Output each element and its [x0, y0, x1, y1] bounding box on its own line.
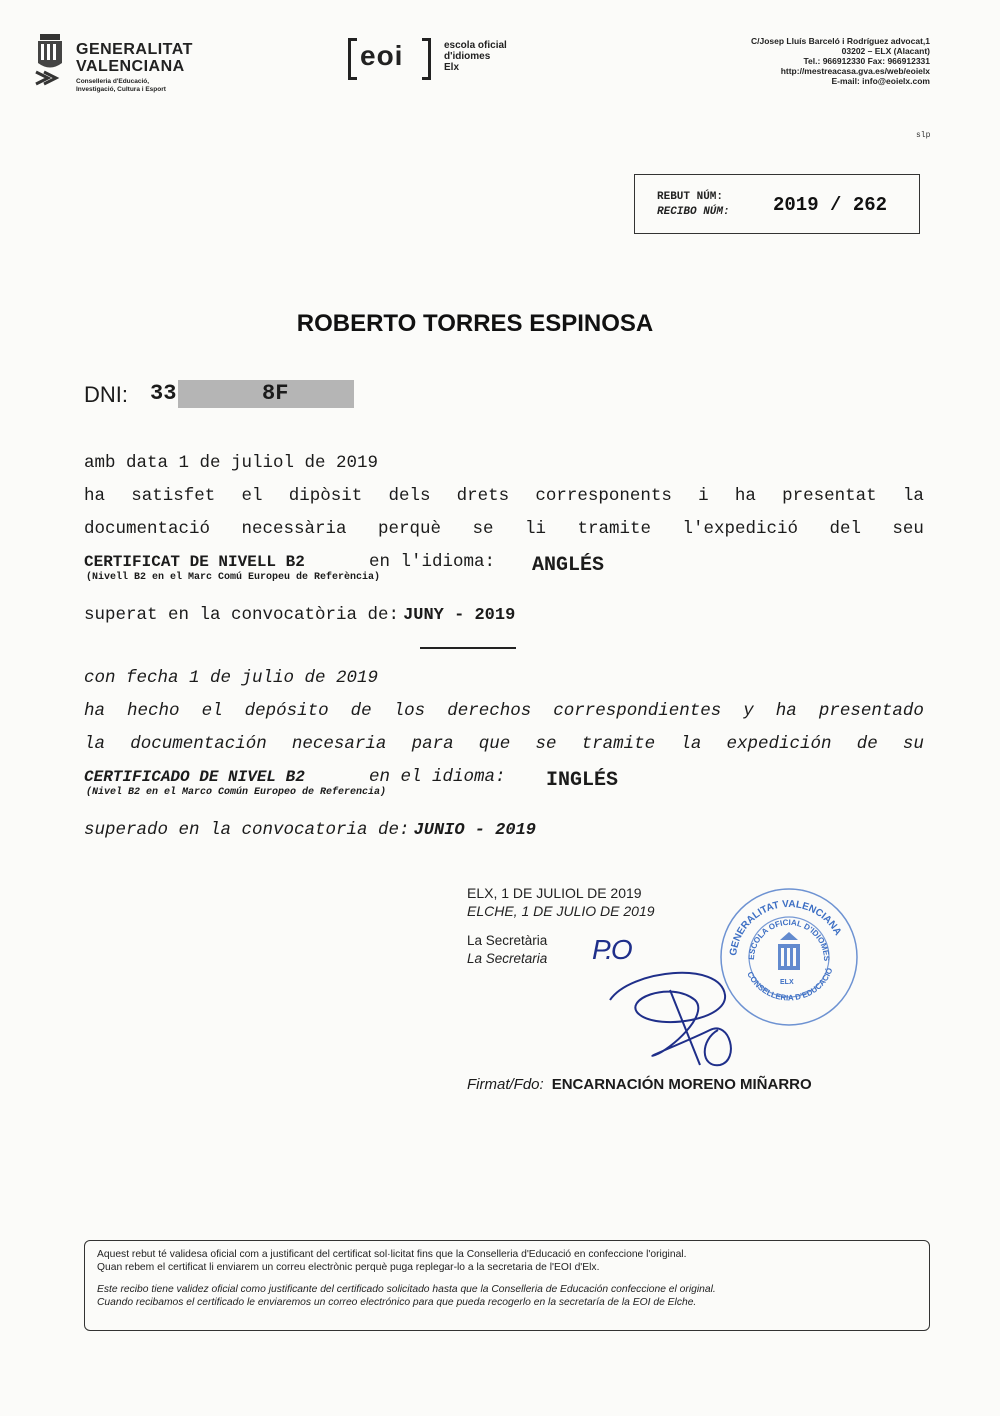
va-line3-word: seu — [892, 519, 924, 539]
es-line3-word: necesaria — [291, 734, 387, 754]
va-conv-label: superat en la convocatòria de: — [84, 605, 400, 625]
po-handwritten: P.O — [592, 934, 631, 965]
dni-end: 8F — [262, 381, 289, 406]
es-line3-word: la — [680, 734, 702, 754]
va-line2-word: drets — [456, 486, 510, 506]
va-language: ANGLÉS — [532, 554, 605, 577]
note-va-2: Quan rebem el certificat li enviarem un correu electrònic perquè puga replegar-lo a la secretaria de l'EOI d'Elx. — [97, 1261, 600, 1273]
es-language: INGLÉS — [546, 769, 619, 792]
es-line2-word: de — [350, 701, 372, 721]
es-line2-word: los — [393, 701, 426, 721]
es-conv-value: JUNIO - 2019 — [413, 821, 536, 840]
va-line2-word: el — [241, 486, 263, 506]
es-line3-word: documentación — [130, 734, 267, 754]
es-convocation-line — [84, 820, 536, 840]
va-line2-word: i — [698, 486, 709, 506]
va-line2-word: ha — [84, 486, 106, 506]
es-line2-word: hecho — [127, 701, 180, 721]
es-line3-word: para — [411, 734, 454, 754]
signed-label: Firmat/Fdo: — [467, 1076, 544, 1093]
va-cert-sub: (Nivell B2 en el Marc Comú Europeu de Referència) — [86, 572, 381, 583]
es-line2-word: derechos — [447, 701, 532, 721]
address-web: http://mestreacasa.gva.es/web/eoielx — [780, 66, 930, 76]
reference-code: slp — [916, 131, 931, 140]
stamp-outer-text: GENERALITAT VALENCIANA — [728, 898, 844, 957]
es-justified-line-2 — [84, 701, 924, 721]
gva-line1: GENERALITAT — [76, 41, 193, 58]
place-date-va: ELX, 1 DE JULIOL DE 2019 — [467, 885, 642, 901]
section-divider — [420, 647, 516, 649]
role-es: La Secretaria — [467, 951, 548, 966]
va-line2-word: satisfet — [131, 486, 216, 506]
eoi-logo — [348, 36, 558, 82]
eoi-bracket-mark — [348, 36, 438, 78]
es-line2-word: ha — [84, 701, 106, 721]
role-va: La Secretària — [467, 933, 548, 948]
gva-emblem-icon — [34, 32, 68, 88]
validity-note-box — [84, 1240, 930, 1331]
va-line3-word: del — [829, 519, 861, 539]
address-phone: Tel.: 966912330 Fax: 966912331 — [803, 56, 930, 66]
va-line2-word: dipòsit — [288, 486, 363, 506]
place-date-es: ELCHE, 1 DE JULIO DE 2019 — [467, 903, 655, 919]
receipt-number-box — [634, 174, 920, 234]
es-conv-label: superado en la convocatoria de: — [84, 820, 410, 840]
es-line3-word: se — [535, 734, 557, 754]
va-justified-line-2 — [84, 486, 924, 506]
dni-label: DNI: — [84, 382, 128, 407]
receipt-label-es: RECIBO NÚM: — [657, 206, 730, 218]
note-es-2: Cuando recibamos el certificado le enviaremos un correo electrónico para que pueda recogerlo en la secretaría de la EOI de Elche. — [97, 1296, 697, 1308]
address-street: C/Josep Lluís Barceló i Rodríguez advocat,1 — [750, 36, 930, 46]
va-cert-in: en l'idioma: — [369, 552, 496, 572]
gva-line2: VALENCIANA — [76, 58, 185, 75]
dni-start: 33 — [150, 381, 177, 406]
eoi-line1: escola oficial — [444, 40, 507, 51]
es-line2-word: el — [201, 701, 223, 721]
address-email: E-mail: info@eoielx.com — [831, 76, 930, 86]
gva-sub1: Conselleria d'Educació, — [76, 78, 150, 85]
gva-logo — [34, 32, 234, 102]
es-line3-word: que — [478, 734, 511, 754]
es-line3-word: la — [84, 734, 106, 754]
official-stamp — [714, 882, 864, 1032]
signer-line — [467, 1076, 812, 1094]
es-line3-word: expedición — [726, 734, 832, 754]
address-city: 03202 – ELX (Alacant) — [841, 46, 930, 56]
va-line3-word: documentació — [84, 519, 211, 539]
va-line3-word: l'expedició — [682, 519, 798, 539]
note-es-1: Este recibo tiene validez oficial como justificante del certificado solicitado hasta que la Conselleria de Educación confeccione el original. — [97, 1284, 716, 1295]
va-date-line: amb data 1 de juliol de 2019 — [84, 453, 379, 473]
es-cert-in: en el idioma: — [369, 767, 506, 787]
es-line2-word: depósito — [244, 701, 329, 721]
stamp-inner-text: ESCOLA OFICIAL D'IDIOMES — [746, 917, 832, 962]
note-va-1: Aquest rebut té validesa oficial com a justificant del certificat sol·licitat fins que la Conselleria d'Educació en confeccione l'original. — [97, 1249, 687, 1260]
es-line2-word: correspondientes — [553, 701, 722, 721]
eoi-line2: d'idiomes — [444, 51, 491, 62]
stamp-city-text: ELX — [780, 979, 794, 986]
es-justified-line-3 — [84, 734, 924, 754]
receipt-number: 2019 / 262 — [773, 194, 888, 216]
eoi-line3: Elx — [444, 62, 460, 73]
va-line3-word: se — [472, 519, 494, 539]
va-certificate-line — [84, 553, 784, 589]
stamp-seal-icon — [714, 882, 864, 1032]
va-conv-value: JUNY - 2019 — [403, 606, 516, 625]
va-line2-word: corresponents — [535, 486, 672, 506]
va-line2-word: presentat — [782, 486, 877, 506]
va-line3-word: necessària — [241, 519, 347, 539]
va-line2-word: la — [902, 486, 924, 506]
va-line3-word: li — [524, 519, 546, 539]
student-name: ROBERTO TORRES ESPINOSA — [296, 310, 654, 337]
es-line3-word: su — [902, 734, 924, 754]
signer-name: ENCARNACIÓN MORENO MIÑARRO — [551, 1076, 812, 1093]
stamp-lower-text: CONSELLERIA D'EDUCACIÓ — [745, 966, 835, 1003]
es-line3-word: de — [856, 734, 878, 754]
eoi-logo-text: eoi — [360, 40, 404, 71]
es-line2-word: presentado — [818, 701, 924, 721]
va-justified-line-3 — [84, 519, 924, 539]
stamp-crest-icon — [778, 932, 800, 970]
gva-sub2: Investigació, Cultura i Esport — [76, 86, 166, 93]
es-cert-sub: (Nivel B2 en el Marco Común Europeo de Referencia) — [86, 787, 387, 798]
school-address — [620, 36, 930, 86]
receipt-label-va: REBUT NÚM: — [657, 191, 724, 203]
va-convocation-line — [84, 605, 515, 625]
va-line2-word: ha — [734, 486, 756, 506]
va-line2-word: dels — [388, 486, 431, 506]
es-cert-name: CERTIFICADO DE NIVEL B2 — [84, 768, 305, 786]
va-cert-name: CERTIFICAT DE NIVELL B2 — [84, 553, 305, 571]
va-line3-word: tramite — [577, 519, 651, 539]
es-line3-word: tramite — [581, 734, 656, 754]
va-line3-word: perquè — [378, 519, 442, 539]
es-line2-word: y — [743, 701, 754, 721]
es-certificate-line — [84, 768, 784, 804]
es-date-line: con fecha 1 de julio de 2019 — [84, 668, 379, 688]
es-line2-word: ha — [775, 701, 797, 721]
